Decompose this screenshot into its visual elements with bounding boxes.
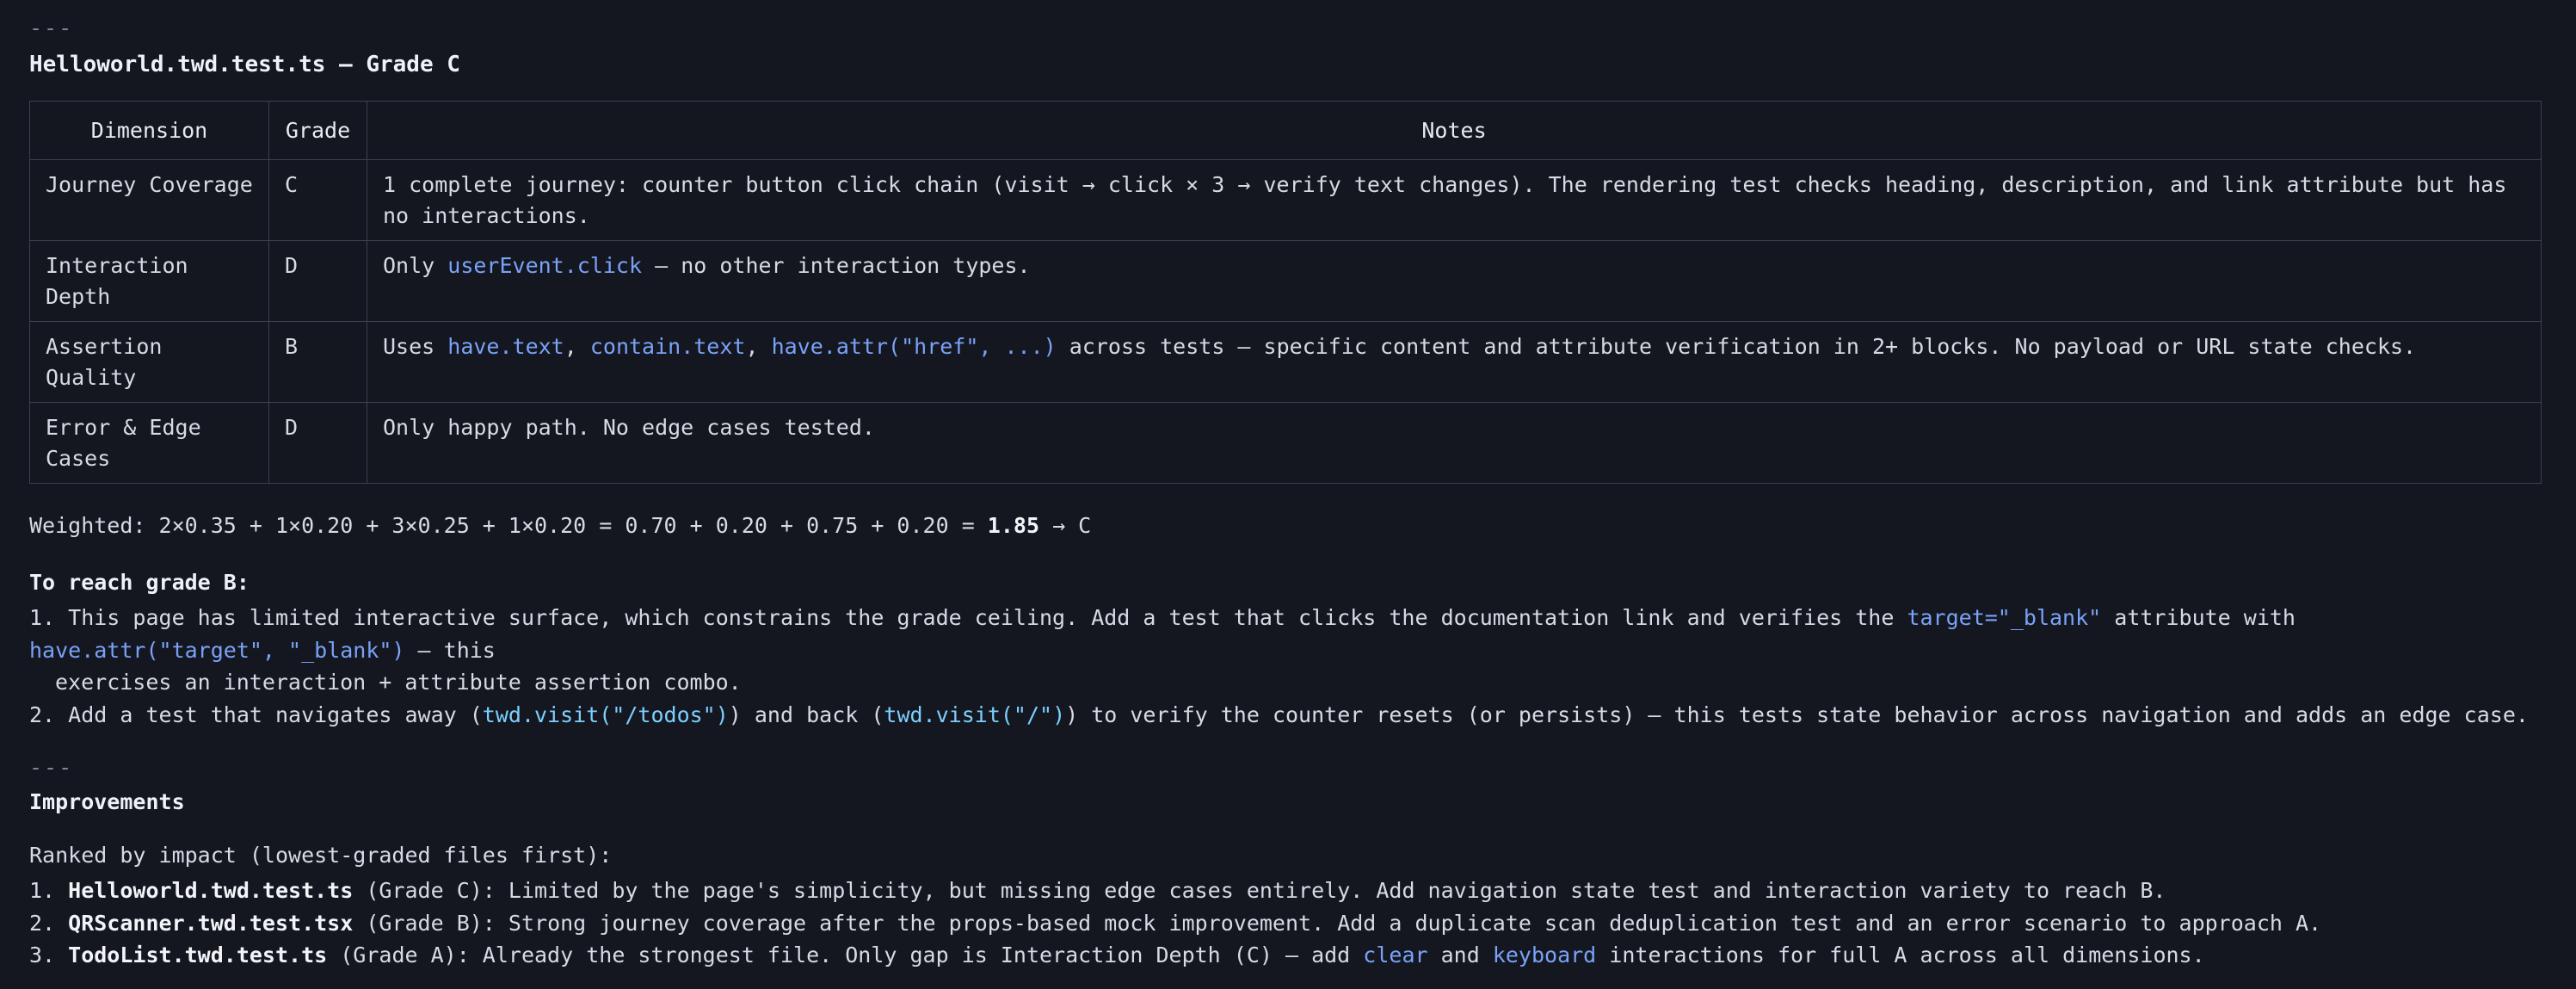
notes-text-mid-1: , <box>564 334 590 360</box>
table-header-row <box>30 101 2542 160</box>
notes-code-token-2: contain.text <box>589 334 746 360</box>
item-code-a: target="_blank" <box>1907 605 2102 631</box>
item-text: (Grade B): Strong journey coverage after the props-based mock improvement. Add a duplicate scan deduplication test and an error scenario to approach A. <box>353 910 2322 936</box>
table-row <box>30 322 2542 403</box>
improvements-list <box>29 875 2547 972</box>
improvements-heading: Improvements <box>29 789 185 814</box>
cell-grade: C <box>269 160 367 241</box>
item-text-c: ) to verify the counter resets (or persists) — this tests state behavior across navigation and adds an edge case. <box>1065 702 2529 727</box>
weighted-suffix: → C <box>1039 513 1092 539</box>
weighted-score: 1.85 <box>987 513 1040 539</box>
cell-dimension: Assertion Quality <box>30 322 269 403</box>
item-filename: QRScanner.twd.test.tsx <box>68 910 354 936</box>
weighted-score-line <box>29 510 2547 542</box>
list-item <box>29 875 2547 907</box>
column-header-dimension: Dimension <box>30 101 269 160</box>
item-number: 1. <box>29 605 69 631</box>
cell-notes <box>367 160 2542 241</box>
cell-notes <box>367 241 2542 322</box>
item-wrapped-line: exercises an interaction + attribute assertion combo. <box>55 670 742 695</box>
top-divider: --- <box>29 15 74 40</box>
notes-text-mid-2: , <box>745 334 772 360</box>
notes-line-2: interactions. <box>422 202 590 228</box>
notes-text-prefix: Only <box>383 253 448 279</box>
list-item <box>29 699 2547 732</box>
notes-code-token-3: have.attr("href", ...) <box>771 334 1057 360</box>
cell-grade: D <box>269 241 367 322</box>
item-code-b: keyboard <box>1492 943 1597 967</box>
item-text-a: Add a test that navigates away ( <box>68 702 483 727</box>
item-text: (Grade C): Limited by the page's simplicity, but missing edge cases entirely. Add navigation state test and interaction variety to reach B. <box>353 878 2166 903</box>
notes-line-1: 1 complete journey: counter button click chain (visit → click × 3 → verify text changes). The rendering test checks heading, description, and link attribute but has no <box>383 172 2507 228</box>
table-row <box>30 160 2542 241</box>
item-text-a: (Grade A): Already the strongest file. Only gap is Interaction Depth (C) — add <box>327 943 1364 967</box>
notes-text-suffix: across tests — specific content and attribute verification in 2+ blocks. No payload or URL state checks. <box>1056 334 2417 360</box>
cell-dimension: Interaction Depth <box>30 241 269 322</box>
notes-code-token: userEvent.click <box>447 253 643 279</box>
to-reach-grade-heading: To reach grade B: <box>29 569 250 595</box>
item-code-a: twd.visit("/todos") <box>482 702 729 727</box>
table-row <box>30 403 2542 484</box>
column-header-notes: Notes <box>367 101 2542 160</box>
grade-table <box>29 101 2542 485</box>
to-reach-grade-list <box>29 602 2547 731</box>
notes-text-prefix: Uses <box>383 334 448 360</box>
notes-code-token-1: have.text <box>447 334 564 360</box>
notes-text-suffix: — no other interaction types. <box>642 253 1031 279</box>
cell-notes <box>367 322 2542 403</box>
ranked-by-impact-label: Ranked by impact (lowest-graded files first): <box>29 842 613 868</box>
item-text-c: — this <box>404 637 496 663</box>
cell-dimension: Error & Edge Cases <box>30 403 269 484</box>
bottom-divider: --- <box>29 755 74 781</box>
column-header-grade: Grade <box>269 101 367 160</box>
cell-dimension: Journey Coverage <box>30 160 269 241</box>
item-code-b: twd.visit("/") <box>884 702 1066 727</box>
cell-grade: B <box>269 322 367 403</box>
list-item <box>29 939 2547 972</box>
item-code-b: have.attr("target", "_blank") <box>29 637 405 663</box>
item-text-c: interactions for full A across all dimensions. <box>1596 943 2205 967</box>
list-item <box>29 602 2547 699</box>
table-header <box>30 101 2542 160</box>
item-text-a: This page has limited interactive surface, which constrains the grade ceiling. Add a test that clicks the documentation link and verifies the <box>68 605 1907 631</box>
item-text-b: and <box>1427 943 1493 967</box>
item-text-b: ) and back ( <box>728 702 884 727</box>
table-row <box>30 241 2542 322</box>
page-title: Helloworld.twd.test.ts — Grade C <box>29 51 460 77</box>
list-item <box>29 907 2547 940</box>
item-code-a: clear <box>1363 943 1428 967</box>
weighted-prefix: Weighted: 2×0.35 + 1×0.20 + 3×0.25 + 1×0.20 = 0.70 + 0.20 + 0.75 + 0.20 = <box>29 513 988 539</box>
cell-grade: D <box>269 403 367 484</box>
item-filename: Helloworld.twd.test.ts <box>68 878 354 903</box>
item-filename: TodoList.twd.test.ts <box>68 943 328 967</box>
section-spacer <box>29 731 2547 753</box>
item-number: 3. <box>29 943 69 967</box>
table-body <box>30 160 2542 484</box>
item-number: 1. <box>29 878 69 903</box>
item-number: 2. <box>29 702 69 727</box>
cell-notes: Only happy path. No edge cases tested. <box>367 403 2542 484</box>
item-text-b: attribute with <box>2101 605 2296 631</box>
item-number: 2. <box>29 910 69 936</box>
